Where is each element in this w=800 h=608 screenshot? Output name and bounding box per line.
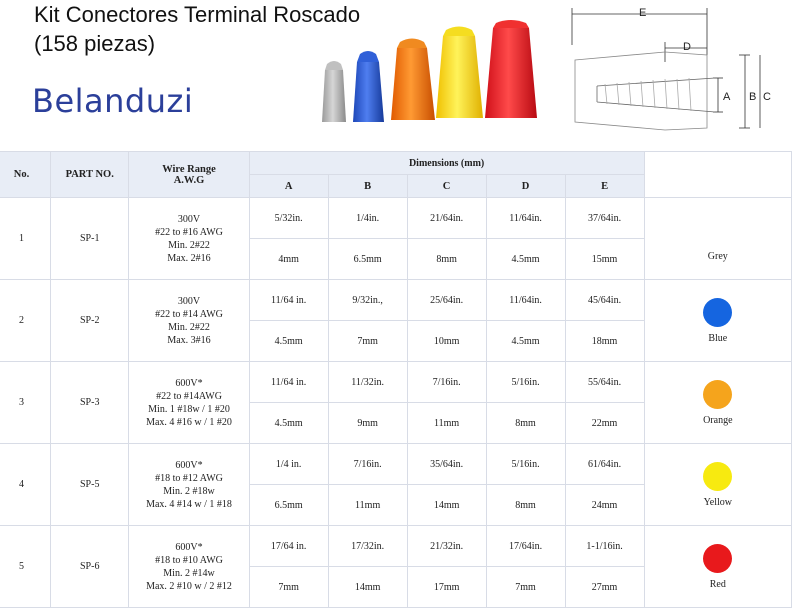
table-row — [0, 362, 792, 403]
color-label: Blue — [708, 332, 728, 344]
dim-mm-cell: 11mm — [328, 485, 407, 526]
wire-range-line: 600V* — [175, 377, 203, 389]
title-line-2: (158 piezas) — [34, 31, 156, 56]
dim-mm-cell: 11mm — [407, 403, 486, 444]
spec-table — [0, 151, 792, 608]
dim-inch-cell: 35/64in. — [407, 444, 486, 485]
dim-inch-cell: 1/4in. — [328, 198, 407, 239]
dim-inch-cell: 5/16in. — [486, 362, 565, 403]
title-line-1: Kit Conectores Terminal Roscado — [34, 2, 361, 27]
dim-mm-cell: 7mm — [249, 567, 328, 608]
header-part-no: PART NO. — [51, 152, 129, 198]
dim-mm-cell: 6.5mm — [249, 485, 328, 526]
header-col-e: E — [565, 175, 644, 198]
dim-mm-cell: 10mm — [407, 321, 486, 362]
dim-mm-cell: 8mm — [486, 485, 565, 526]
header-col-d: D — [486, 175, 565, 198]
row-color — [644, 198, 791, 280]
row-no: 2 — [0, 280, 51, 362]
dim-inch-cell: 17/64 in. — [249, 526, 328, 567]
page-title — [34, 0, 360, 58]
dim-mm-cell: 4.5mm — [486, 239, 565, 280]
header-color — [644, 152, 791, 198]
wire-range-line: 300V — [177, 213, 201, 225]
row-color — [644, 280, 791, 362]
dim-mm-cell: 14mm — [407, 485, 486, 526]
wire-range-line: Max. 4 #14 w / 1 #18 — [146, 498, 232, 510]
table-row — [0, 280, 792, 321]
wire-range-line: Max. 3#16 — [167, 334, 211, 346]
color-label: Yellow — [703, 496, 733, 508]
header-col-b: B — [328, 175, 407, 198]
color-label: Red — [709, 578, 726, 590]
row-wire-range — [129, 280, 249, 362]
dim-inch-cell: 11/32in. — [328, 362, 407, 403]
dim-inch-cell: 61/64in. — [565, 444, 644, 485]
dim-mm-cell: 4mm — [249, 239, 328, 280]
wire-range-line: 600V* — [175, 541, 203, 553]
wire-range-line: Min. 2#22 — [168, 321, 210, 333]
row-part-no: SP-2 — [51, 280, 129, 362]
orange-connector — [391, 39, 435, 121]
dim-mm-cell: 6.5mm — [328, 239, 407, 280]
dim-mm-cell: 15mm — [565, 239, 644, 280]
dim-inch-cell: 5/32in. — [249, 198, 328, 239]
header-col-a: A — [249, 175, 328, 198]
dim-inch-cell: 1/4 in. — [249, 444, 328, 485]
dim-inch-cell: 45/64in. — [565, 280, 644, 321]
dim-mm-cell: 9mm — [328, 403, 407, 444]
dim-inch-cell: 5/16in. — [486, 444, 565, 485]
row-color — [644, 444, 791, 526]
wire-range-line: #22 to #16 AWG — [155, 226, 223, 238]
row-color — [644, 526, 791, 608]
row-wire-range — [129, 444, 249, 526]
header-wire-range-line1: Wire Range — [162, 163, 216, 175]
wire-range-line: Max. 4 #16 w / 1 #20 — [146, 416, 232, 428]
dim-inch-cell: 7/16in. — [328, 444, 407, 485]
color-swatch — [703, 544, 732, 573]
row-part-no: SP-6 — [51, 526, 129, 608]
wire-range-line: Max. 2 #10 w / 2 #12 — [146, 580, 232, 592]
row-no: 4 — [0, 444, 51, 526]
dim-inch-cell: 55/64in. — [565, 362, 644, 403]
wire-range-line: Min. 1 #18w / 1 #20 — [148, 403, 230, 415]
label-c: C — [763, 91, 771, 103]
header-no: No. — [0, 152, 51, 198]
dim-inch-cell: 17/64in. — [486, 526, 565, 567]
dim-inch-cell: 7/16in. — [407, 362, 486, 403]
dim-inch-cell: 21/64in. — [407, 198, 486, 239]
red-connector — [485, 20, 537, 118]
header-wire-range-line2: A.W.G — [173, 174, 205, 186]
label-b: B — [749, 91, 757, 103]
color-swatch — [703, 298, 732, 327]
header-dimensions: Dimensions (mm) — [249, 152, 644, 175]
dim-mm-cell: 22mm — [565, 403, 644, 444]
wire-range-line: #18 to #10 AWG — [155, 554, 223, 566]
dim-inch-cell: 37/64in. — [565, 198, 644, 239]
row-color — [644, 362, 791, 444]
header-wire-range — [129, 152, 249, 198]
wire-range-line: Min. 2 #18w — [163, 485, 215, 497]
table-row — [0, 198, 792, 239]
label-d: D — [683, 41, 691, 53]
wire-range-line: Min. 2#22 — [168, 239, 210, 251]
dim-inch-cell: 25/64in. — [407, 280, 486, 321]
row-wire-range — [129, 362, 249, 444]
brand-logo: Belanduzi — [32, 82, 194, 120]
dim-inch-cell: 17/32in. — [328, 526, 407, 567]
dim-inch-cell: 11/64 in. — [249, 280, 328, 321]
dim-mm-cell: 4.5mm — [486, 321, 565, 362]
dim-mm-cell: 4.5mm — [249, 321, 328, 362]
row-no: 5 — [0, 526, 51, 608]
row-no: 1 — [0, 198, 51, 280]
dim-inch-cell: 11/64 in. — [249, 362, 328, 403]
wire-range-line: Min. 2 #14w — [163, 567, 215, 579]
row-no: 3 — [0, 362, 51, 444]
dim-mm-cell: 8mm — [486, 403, 565, 444]
label-a: A — [723, 91, 731, 103]
dim-mm-cell: 27mm — [565, 567, 644, 608]
dim-mm-cell: 24mm — [565, 485, 644, 526]
row-part-no: SP-5 — [51, 444, 129, 526]
dim-inch-cell: 9/32in., — [328, 280, 407, 321]
wire-range-line: #22 to #14 AWG — [155, 308, 223, 320]
connectors-photo — [315, 20, 545, 125]
row-part-no: SP-1 — [51, 198, 129, 280]
dim-mm-cell: 8mm — [407, 239, 486, 280]
dim-mm-cell: 7mm — [486, 567, 565, 608]
dim-mm-cell: 4.5mm — [249, 403, 328, 444]
dim-mm-cell: 17mm — [407, 567, 486, 608]
dim-inch-cell: 11/64in. — [486, 280, 565, 321]
wire-range-line: Max. 2#16 — [167, 252, 211, 264]
wire-range-line: #22 to #14AWG — [156, 390, 222, 402]
color-swatch — [703, 462, 732, 491]
dim-mm-cell: 14mm — [328, 567, 407, 608]
dim-inch-cell: 21/32in. — [407, 526, 486, 567]
wire-range-line: #18 to #12 AWG — [155, 472, 223, 484]
dim-inch-cell: 1-1/16in. — [565, 526, 644, 567]
header-col-c: C — [407, 175, 486, 198]
row-wire-range — [129, 526, 249, 608]
color-swatch — [703, 380, 732, 409]
blue-connector — [353, 51, 384, 122]
wire-range-line: 300V — [177, 295, 201, 307]
dim-mm-cell: 7mm — [328, 321, 407, 362]
label-e: E — [639, 7, 647, 19]
wire-range-line: 600V* — [175, 459, 203, 471]
table-row — [0, 526, 792, 567]
grey-connector — [322, 61, 346, 122]
dim-inch-cell: 11/64in. — [486, 198, 565, 239]
dim-mm-cell: 18mm — [565, 321, 644, 362]
row-part-no: SP-3 — [51, 362, 129, 444]
color-label: Grey — [707, 250, 728, 262]
yellow-connector — [436, 27, 483, 119]
row-wire-range — [129, 198, 249, 280]
dimension-diagram — [565, 0, 780, 140]
table-row — [0, 444, 792, 485]
color-label: Orange — [703, 414, 733, 426]
